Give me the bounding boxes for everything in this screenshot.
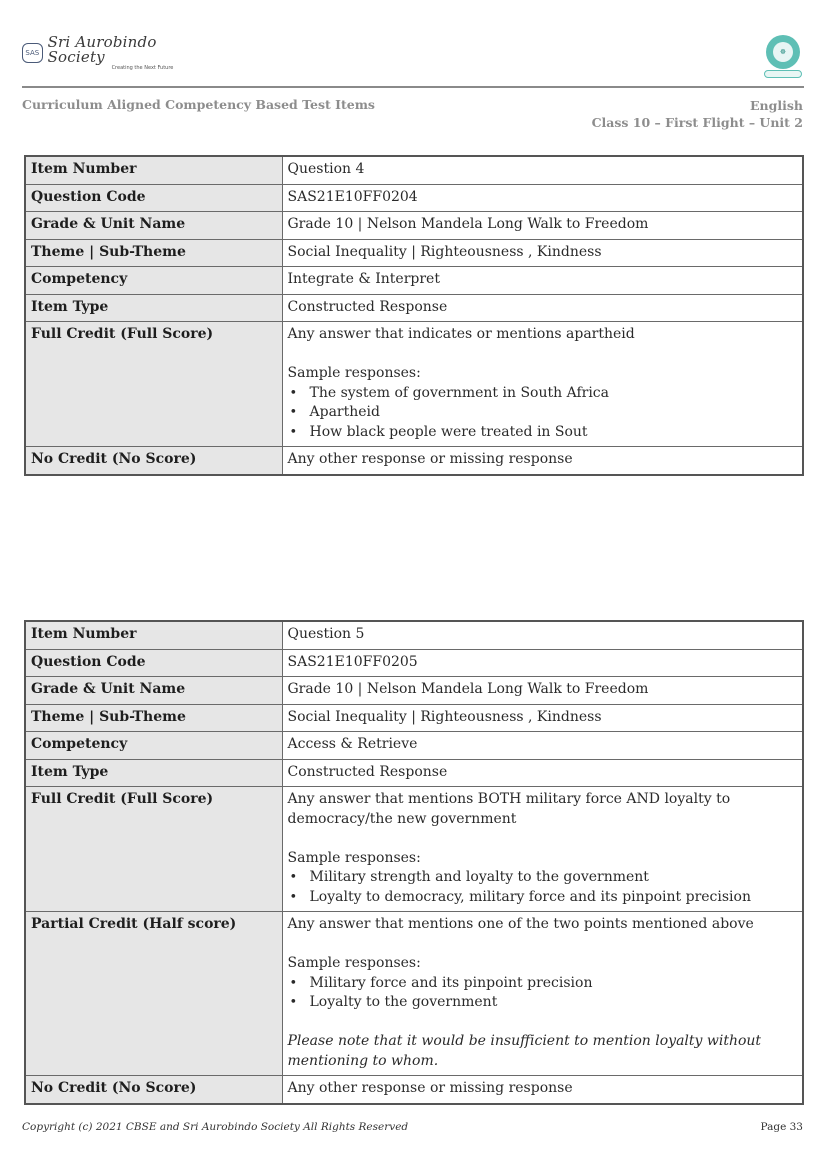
logo-tagline: Creating the Next Future: [111, 65, 174, 71]
row-label: Item Type: [25, 759, 282, 787]
samples-label: Sample responses:: [287, 365, 421, 381]
row-label: Question Code: [25, 184, 282, 212]
table-row-no-credit: [25, 1076, 803, 1104]
row-label: Theme | Sub-Theme: [25, 239, 282, 267]
row-value: [282, 787, 803, 912]
credit-criteria: Any answer that mentions BOTH military force AND loyalty to democracy/the new government: [287, 791, 731, 827]
row-value: Social Inequality | Righteousness , Kindness: [282, 239, 803, 267]
row-value: Social Inequality | Righteousness , Kindness: [282, 704, 803, 732]
page-number: Page 33: [760, 1121, 803, 1133]
row-label: Competency: [25, 732, 282, 760]
cbse-logo: [763, 35, 803, 79]
header-divider: [22, 86, 804, 88]
list-item: • Military force and its pinpoint precision: [288, 974, 798, 994]
row-label: No Credit (No Score): [25, 447, 282, 475]
row-value: [282, 912, 803, 1076]
table-row-item-number: [25, 156, 803, 184]
row-label: Grade & Unit Name: [25, 677, 282, 705]
logo-title: Sri Aurobindo Society: [47, 33, 157, 66]
table-row-item-type: [25, 294, 803, 322]
list-item: • Military strength and loyalty to the government: [288, 868, 798, 888]
samples-label: Sample responses:: [287, 849, 421, 866]
table-row-full-credit: [25, 322, 803, 447]
document-title: Curriculum Aligned Competency Based Test Items: [22, 97, 375, 112]
row-value: Integrate & Interpret: [282, 267, 803, 295]
row-value: Grade 10 | Nelson Mandela Long Walk to Freedom: [282, 212, 803, 240]
row-value: Any other response or missing response: [282, 447, 803, 475]
row-label: Item Number: [25, 156, 282, 184]
row-value: Any other response or missing response: [282, 1076, 803, 1104]
row-label: Full Credit (Full Score): [25, 322, 282, 447]
row-value: Constructed Response: [282, 759, 803, 787]
cbse-emblem-icon: ☸: [766, 35, 800, 69]
credit-criteria: Any answer that indicates or mentions apartheid: [287, 326, 635, 342]
item-table-question-5: [24, 620, 804, 1105]
table-row-theme: [25, 704, 803, 732]
table-row-partial-credit: [25, 912, 803, 1076]
subject-label: English: [750, 98, 803, 113]
row-label: Theme | Sub-Theme: [25, 704, 282, 732]
class-unit-label: Class 10 – First Flight – Unit 2: [591, 115, 803, 130]
row-label: Grade & Unit Name: [25, 212, 282, 240]
subject-info: [592, 97, 803, 131]
table-row-question-code: [25, 649, 803, 677]
row-label: Question Code: [25, 649, 282, 677]
list-item: • Loyalty to democracy, military force and its pinpoint precision: [288, 888, 798, 908]
table-row-grade-unit: [25, 677, 803, 705]
table-row-competency: [25, 732, 803, 760]
table-row-item-number: [25, 621, 803, 649]
row-value: Question 4: [282, 156, 803, 184]
list-item: • The system of government in South Africa: [288, 384, 798, 404]
row-value: Question 5: [282, 621, 803, 649]
row-label: No Credit (No Score): [25, 1076, 282, 1104]
row-label: Item Type: [25, 294, 282, 322]
sri-aurobindo-society-logo: [22, 33, 192, 71]
row-label: Partial Credit (Half score): [25, 912, 282, 1076]
table-row-theme: [25, 239, 803, 267]
scoring-note: Please note that it would be insufficient to mention loyalty without mentioning to whom.: [287, 1033, 762, 1069]
table-row-question-code: [25, 184, 803, 212]
item-table-question-4: [24, 155, 804, 476]
row-value: SAS21E10FF0204: [282, 184, 803, 212]
credit-criteria: Any answer that mentions one of the two points mentioned above: [287, 916, 754, 932]
sample-responses-list: [288, 868, 798, 907]
copyright-notice: Copyright (c) 2021 CBSE and Sri Aurobindo Society All Rights Reserved: [22, 1121, 409, 1133]
list-item: • Loyalty to the government: [288, 993, 798, 1013]
row-value: Constructed Response: [282, 294, 803, 322]
list-item: • How black people were treated in Sout: [288, 423, 798, 443]
list-item: • Apartheid: [288, 403, 798, 423]
row-label: Competency: [25, 267, 282, 295]
table-row-grade-unit: [25, 212, 803, 240]
row-label: Item Number: [25, 621, 282, 649]
row-value: SAS21E10FF0205: [282, 649, 803, 677]
table-row-item-type: [25, 759, 803, 787]
society-emblem-icon: SAS: [22, 43, 43, 63]
table-row-full-credit: [25, 787, 803, 912]
row-value: Access & Retrieve: [282, 732, 803, 760]
sample-responses-list: [288, 974, 798, 1013]
row-label: Full Credit (Full Score): [25, 787, 282, 912]
samples-label: Sample responses:: [287, 955, 421, 971]
table-row-competency: [25, 267, 803, 295]
cbse-ribbon: [764, 70, 802, 78]
table-row-no-credit: [25, 447, 803, 475]
row-value: Grade 10 | Nelson Mandela Long Walk to Freedom: [282, 677, 803, 705]
sample-responses-list: [288, 384, 798, 443]
row-value: [282, 322, 803, 447]
